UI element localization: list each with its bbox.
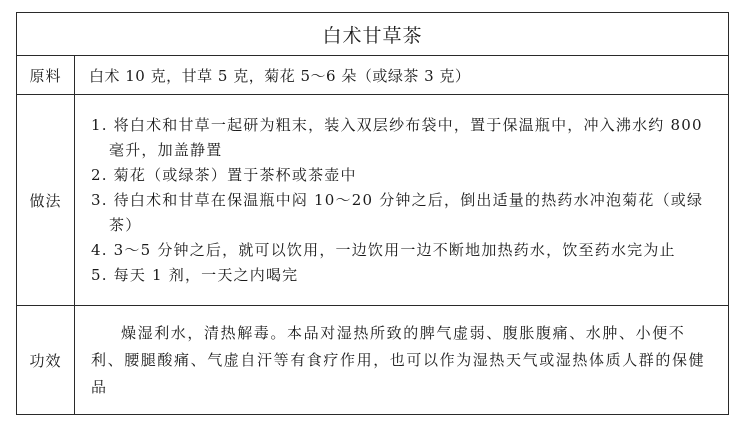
effects-label: 功效 [17,306,75,415]
ingredients-label: 原料 [17,56,75,95]
recipe-table [16,12,729,415]
recipe-title: 白术甘草茶 [17,13,729,56]
method-steps [75,95,729,306]
effects-text: 燥湿利水，清热解毒。本品对湿热所致的脾气虚弱、腹胀腹痛、水肿、小便不利、腰腿酸痛、气虚自汗等有食疗作用，也可以作为湿热天气或湿热体质人群的保健品 [91,323,706,396]
recipe-sheet [16,12,728,426]
method-step: 1. 将白术和甘草一起研为粗末，装入双层纱布袋中，置于保温瓶中，冲入沸水约 800 毫升，加盖静置 [91,115,703,159]
effects-row [17,306,729,415]
method-row [17,95,729,306]
ingredients-text: 白术 10 克，甘草 5 克，菊花 5～6 朵（或绿茶 3 克） [75,56,729,95]
effects-cell [75,306,729,415]
method-step: 3. 待白术和甘草在保温瓶中闷 10～20 分钟之后，倒出适量的热药水冲泡菊花（或绿茶） [91,190,704,234]
ingredients-row [17,56,729,95]
method-step: 5. 每天 1 剂，一天之内喝完 [91,265,299,284]
method-label: 做法 [17,95,75,306]
title-row [17,13,729,56]
method-step: 2. 菊花（或绿茶）置于茶杯或茶壶中 [91,165,357,184]
method-step: 4. 3～5 分钟之后，就可以饮用，一边饮用一边不断地加热药水，饮至药水完为止 [91,240,676,259]
